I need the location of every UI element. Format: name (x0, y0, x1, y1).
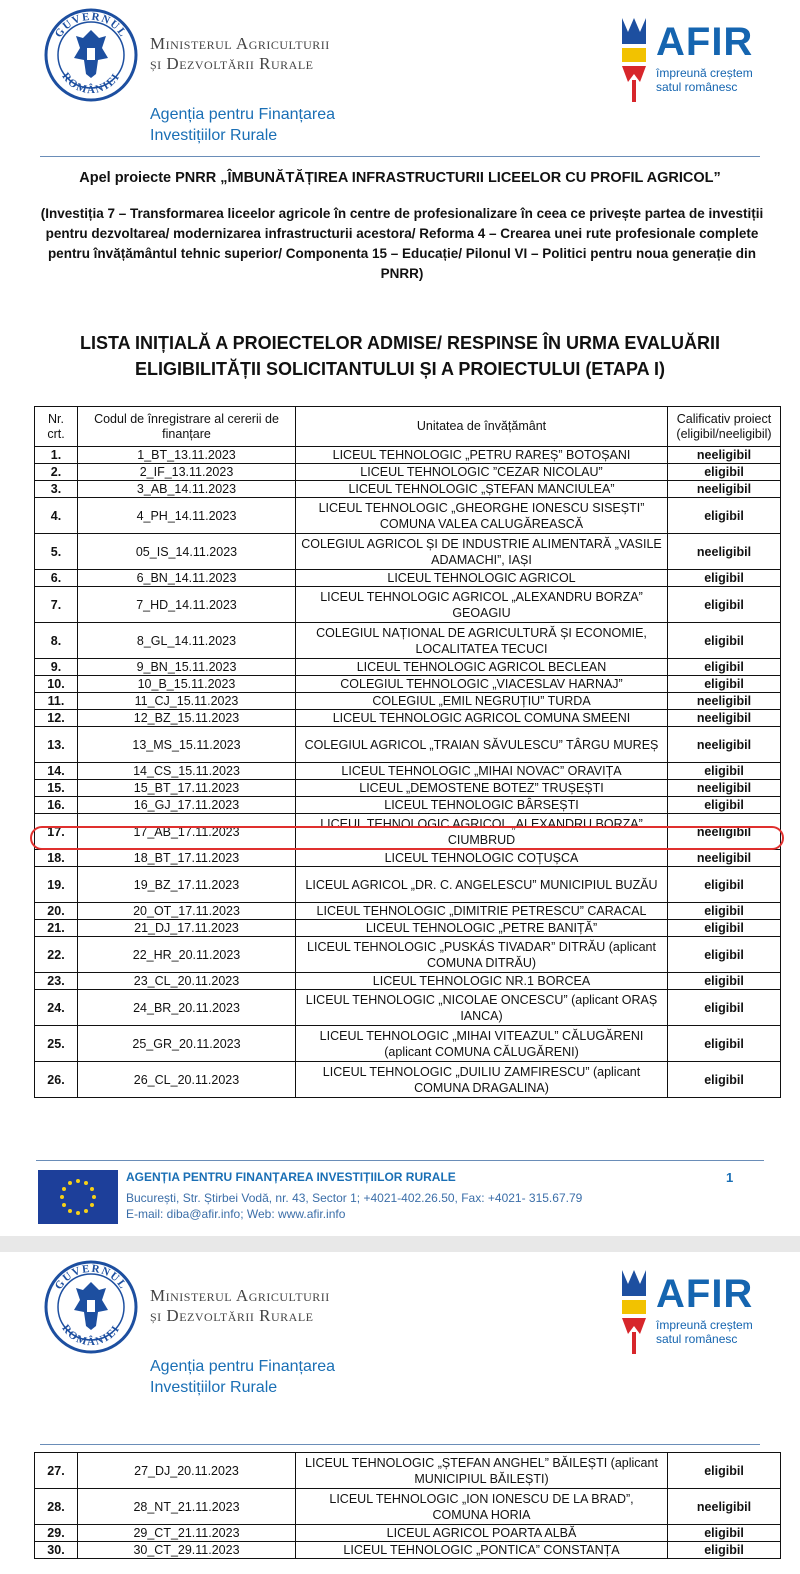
cell-code: 18_BT_17.11.2023 (78, 850, 296, 867)
cell-nr: 15. (35, 780, 78, 797)
cell-code: 28_NT_21.11.2023 (78, 1489, 296, 1525)
cell-result: neeligibil (668, 481, 781, 498)
cell-result: eligibil (668, 920, 781, 937)
cell-result: eligibil (668, 763, 781, 780)
cell-code: 26_CL_20.11.2023 (78, 1062, 296, 1098)
cell-nr: 13. (35, 727, 78, 763)
cell-unit: LICEUL TEHNOLOGIC „ION IONESCU DE LA BRAD”, COMUNA HORIA (296, 1489, 668, 1525)
cell-unit: COLEGIUL NAȚIONAL DE AGRICULTURĂ ȘI ECONOMIE, LOCALITATEA TECUCI (296, 623, 668, 659)
call-subtitle: (Investiția 7 – Transformarea liceelor agricole în centre de profesionalizare în ceea ce privește partea de investiții pentru dezvoltarea/ modernizarea infrastructurii acestora/ Reforma 4 – Crearea unei rute profesionale complete pentru învățământul tehnic superior/ Componenta 15 – Educație/ Pilonul VI – Politici pentru noua generație din PNRR) (40, 206, 764, 281)
projects-table (34, 406, 781, 1098)
table-row (35, 1542, 781, 1559)
projects-table-continued (34, 1452, 781, 1559)
cell-code: 2_IF_13.11.2023 (78, 464, 296, 481)
crest-lettering (44, 1260, 138, 1354)
table-row (35, 570, 781, 587)
cell-code: 4_PH_14.11.2023 (78, 498, 296, 534)
table-row (35, 659, 781, 676)
cell-code: 21_DJ_17.11.2023 (78, 920, 296, 937)
cell-nr: 27. (35, 1453, 78, 1489)
cell-code: 9_BN_15.11.2023 (78, 659, 296, 676)
cell-result: neeligibil (668, 780, 781, 797)
cell-code: 14_CS_15.11.2023 (78, 763, 296, 780)
svg-text:GUVERNUL: GUVERNUL (52, 1262, 130, 1292)
highlight-row-16-ellipse (30, 826, 784, 850)
crest-lettering (44, 8, 138, 102)
cell-unit: LICEUL TEHNOLOGIC „DUILIU ZAMFIRESCU” (aplicant COMUNA DRAGALINA) (296, 1062, 668, 1098)
afir-slogan: împreună creștem satul românesc (656, 66, 753, 94)
cell-nr: 29. (35, 1525, 78, 1542)
ministry-name: Ministerul Agriculturii și Dezvoltării Rurale (150, 1286, 330, 1325)
cell-nr: 12. (35, 710, 78, 727)
cell-result: neeligibil (668, 814, 781, 850)
cell-code: 20_OT_17.11.2023 (78, 903, 296, 920)
cell-code: 13_MS_15.11.2023 (78, 727, 296, 763)
cell-nr: 26. (35, 1062, 78, 1098)
afir-wordmark: AFIR (656, 1272, 754, 1316)
cell-code: 24_BR_20.11.2023 (78, 990, 296, 1026)
cell-result: eligibil (668, 1525, 781, 1542)
table-row (35, 797, 781, 814)
table-row (35, 903, 781, 920)
cell-unit: LICEUL TEHNOLOGIC AGRICOL „ALEXANDRU BORZA” GEOAGIU (296, 587, 668, 623)
cell-unit: LICEUL TEHNOLOGIC „PONTICA” CONSTANȚA (296, 1542, 668, 1559)
letterhead (0, 0, 800, 150)
cell-unit: LICEUL TEHNOLOGIC „MIHAI VITEAZUL” CĂLUGĂRENI (aplicant COMUNA CĂLUGĂRENI) (296, 1026, 668, 1062)
cell-unit: LICEUL TEHNOLOGIC „MIHAI NOVAC” ORAVIȚA (296, 763, 668, 780)
table-row (35, 481, 781, 498)
cell-result: eligibil (668, 659, 781, 676)
header-nr: Nr. crt. (35, 407, 78, 447)
cell-nr: 30. (35, 1542, 78, 1559)
cell-code: 16_GJ_17.11.2023 (78, 797, 296, 814)
cell-nr: 16. (35, 797, 78, 814)
afir-emblem-icon (618, 14, 654, 104)
cell-result: neeligibil (668, 710, 781, 727)
list-title: LISTA INIȚIALĂ A PROIECTELOR ADMISE/ RESPINSE ÎN URMA EVALUĂRII ELIGIBILITĂȚII SOLICITANTULUI ȘI A PROIECTULUI (ETAPA I) (79, 333, 721, 379)
cell-unit: LICEUL TEHNOLOGIC BÂRSEȘTI (296, 797, 668, 814)
footer-agency: AGENȚIA PENTRU FINANȚAREA INVESTIȚIILOR RURALE (126, 1170, 456, 1184)
cell-code: 29_CT_21.11.2023 (78, 1525, 296, 1542)
cell-nr: 11. (35, 693, 78, 710)
cell-result: eligibil (668, 1542, 781, 1559)
cell-result: neeligibil (668, 850, 781, 867)
cell-result: neeligibil (668, 727, 781, 763)
table-row (35, 1453, 781, 1489)
table-row (35, 623, 781, 659)
afir-slogan: împreună creștem satul românesc (656, 1318, 753, 1346)
cell-unit: LICEUL TEHNOLOGIC „GHEORGHE IONESCU SISEȘTI” COMUNA VALEA CALUGĂREASCĂ (296, 498, 668, 534)
cell-code: 12_BZ_15.11.2023 (78, 710, 296, 727)
cell-unit: COLEGIUL TEHNOLOGIC „VIACESLAV HARNAJ” (296, 676, 668, 693)
svg-text:ROMÂNIEI: ROMÂNIEI (59, 70, 123, 97)
eu-flag-icon (38, 1170, 118, 1224)
cell-unit: LICEUL TEHNOLOGIC COȚUȘCA (296, 850, 668, 867)
table-row (35, 710, 781, 727)
cell-nr: 18. (35, 850, 78, 867)
cell-result: eligibil (668, 937, 781, 973)
cell-code: 15_BT_17.11.2023 (78, 780, 296, 797)
cell-nr: 1. (35, 447, 78, 464)
cell-nr: 3. (35, 481, 78, 498)
cell-code: 8_GL_14.11.2023 (78, 623, 296, 659)
cell-result: eligibil (668, 990, 781, 1026)
cell-unit: LICEUL TEHNOLOGIC „PUSKÁS TIVADAR” DITRĂU (aplicant COMUNA DITRĂU) (296, 937, 668, 973)
cell-unit: LICEUL TEHNOLOGIC ”CEZAR NICOLAU” (296, 464, 668, 481)
table-row (35, 1525, 781, 1542)
cell-unit: COLEGIUL AGRICOL ȘI DE INDUSTRIE ALIMENTARĂ „VASILE ADAMACHI”, IAȘI (296, 534, 668, 570)
cell-nr: 23. (35, 973, 78, 990)
table-row (35, 973, 781, 990)
cell-unit: LICEUL AGRICOL „DR. C. ANGELESCU” MUNICIPIUL BUZĂU (296, 867, 668, 903)
cell-nr: 7. (35, 587, 78, 623)
cell-code: 1_BT_13.11.2023 (78, 447, 296, 464)
agency-name: Agenția pentru Finanțarea Investițiilor Rurale (150, 106, 336, 144)
cell-unit: LICEUL TEHNOLOGIC „PETRE BANIȚĂ” (296, 920, 668, 937)
table-row (35, 867, 781, 903)
call-title: Apel proiecte PNRR „ÎMBUNĂTĂȚIREA INFRASTRUCTURII LICEELOR CU PROFIL AGRICOL” (79, 170, 721, 186)
table-row (35, 534, 781, 570)
table-row (35, 464, 781, 481)
cell-result: neeligibil (668, 693, 781, 710)
table-row (35, 587, 781, 623)
cell-code: 05_IS_14.11.2023 (78, 534, 296, 570)
table-row (35, 1489, 781, 1525)
document-page-2 (0, 1252, 800, 1574)
cell-unit: LICEUL TEHNOLOGIC AGRICOL „ALEXANDRU BORZA” CIUMBRUD (296, 814, 668, 850)
ministry-name: Ministerul Agriculturii și Dezvoltării Rurale (150, 34, 330, 73)
cell-nr: 24. (35, 990, 78, 1026)
table-row (35, 937, 781, 973)
cell-unit: LICEUL TEHNOLOGIC AGRICOL COMUNA SMEENI (296, 710, 668, 727)
cell-code: 23_CL_20.11.2023 (78, 973, 296, 990)
cell-code: 7_HD_14.11.2023 (78, 587, 296, 623)
table-row (35, 1026, 781, 1062)
cell-code: 17_AB_17.11.2023 (78, 814, 296, 850)
cell-nr: 4. (35, 498, 78, 534)
header-code: Codul de înregistrare al cererii de finanțare (78, 407, 296, 447)
cell-result: eligibil (668, 464, 781, 481)
cell-code: 30_CT_29.11.2023 (78, 1542, 296, 1559)
svg-text:ROMÂNIEI: ROMÂNIEI (59, 1322, 123, 1349)
cell-result: neeligibil (668, 534, 781, 570)
cell-nr: 25. (35, 1026, 78, 1062)
cell-nr: 22. (35, 937, 78, 973)
table-row (35, 990, 781, 1026)
table-row (35, 727, 781, 763)
cell-result: eligibil (668, 623, 781, 659)
cell-result: eligibil (668, 498, 781, 534)
cell-unit: COLEGIUL AGRICOL „TRAIAN SĂVULESCU” TÂRGU MUREȘ (296, 727, 668, 763)
afir-emblem-icon (618, 1266, 654, 1356)
cell-unit: COLEGIUL „EMIL NEGRUȚIU” TURDA (296, 693, 668, 710)
cell-result: neeligibil (668, 1489, 781, 1525)
cell-unit: LICEUL „DEMOSTENE BOTEZ” TRUȘEȘTI (296, 780, 668, 797)
cell-nr: 20. (35, 903, 78, 920)
page-footer (0, 1160, 800, 1230)
table-row (35, 676, 781, 693)
cell-nr: 28. (35, 1489, 78, 1525)
afir-wordmark: AFIR (656, 20, 754, 64)
cell-unit: LICEUL TEHNOLOGIC „ȘTEFAN ANGHEL” BĂILEȘTI (aplicant MUNICIPIUL BĂILEȘTI) (296, 1453, 668, 1489)
cell-unit: LICEUL AGRICOL POARTA ALBĂ (296, 1525, 668, 1542)
cell-code: 22_HR_20.11.2023 (78, 937, 296, 973)
cell-code: 6_BN_14.11.2023 (78, 570, 296, 587)
cell-result: eligibil (668, 797, 781, 814)
cell-result: eligibil (668, 973, 781, 990)
cell-nr: 17. (35, 814, 78, 850)
cell-result: eligibil (668, 1453, 781, 1489)
cell-unit: LICEUL TEHNOLOGIC „NICOLAE ONCESCU” (aplicant ORAȘ IANCA) (296, 990, 668, 1026)
cell-code: 10_B_15.11.2023 (78, 676, 296, 693)
cell-nr: 2. (35, 464, 78, 481)
cell-nr: 14. (35, 763, 78, 780)
table-row (35, 850, 781, 867)
cell-result: eligibil (668, 1026, 781, 1062)
cell-unit: LICEUL TEHNOLOGIC NR.1 BORCEA (296, 973, 668, 990)
header-unit: Unitatea de învățământ (296, 407, 668, 447)
table-row (35, 498, 781, 534)
cell-unit: LICEUL TEHNOLOGIC „DIMITRIE PETRESCU” CARACAL (296, 903, 668, 920)
table-row (35, 447, 781, 464)
cell-code: 25_GR_20.11.2023 (78, 1026, 296, 1062)
cell-unit: LICEUL TEHNOLOGIC AGRICOL BECLEAN (296, 659, 668, 676)
cell-code: 3_AB_14.11.2023 (78, 481, 296, 498)
header-result: Calificativ proiect (eligibil/neeligibil) (668, 407, 781, 447)
footer-address: București, Str. Știrbei Vodă, nr. 43, Sector 1; +4021-402.26.50, Fax: +4021- 315.67.79 E-mail: diba@afir.info; Web: www.afir.info (126, 1191, 583, 1221)
cell-nr: 8. (35, 623, 78, 659)
header-divider (40, 1444, 760, 1445)
svg-text:GUVERNUL: GUVERNUL (52, 10, 130, 40)
table-row (35, 693, 781, 710)
cell-nr: 5. (35, 534, 78, 570)
table-row (35, 920, 781, 937)
cell-nr: 21. (35, 920, 78, 937)
table-row (35, 763, 781, 780)
table-header-row (35, 407, 781, 447)
cell-nr: 19. (35, 867, 78, 903)
cell-result: eligibil (668, 570, 781, 587)
cell-result: eligibil (668, 676, 781, 693)
page-number: 1 (726, 1170, 734, 1185)
table-row (35, 780, 781, 797)
cell-result: eligibil (668, 867, 781, 903)
agency-name: Agenția pentru Finanțarea Investițiilor Rurale (150, 1358, 336, 1396)
cell-nr: 10. (35, 676, 78, 693)
page-gap (0, 1236, 800, 1252)
header-divider (40, 156, 760, 157)
cell-code: 27_DJ_20.11.2023 (78, 1453, 296, 1489)
cell-result: neeligibil (668, 447, 781, 464)
cell-result: eligibil (668, 587, 781, 623)
cell-unit: LICEUL TEHNOLOGIC „PETRU RAREȘ” BOTOȘANI (296, 447, 668, 464)
cell-unit: LICEUL TEHNOLOGIC AGRICOL (296, 570, 668, 587)
letterhead (0, 1252, 800, 1402)
cell-nr: 9. (35, 659, 78, 676)
cell-result: eligibil (668, 903, 781, 920)
table-row (35, 1062, 781, 1098)
cell-unit: LICEUL TEHNOLOGIC „ȘTEFAN MANCIULEA” (296, 481, 668, 498)
cell-result: eligibil (668, 1062, 781, 1098)
cell-code: 11_CJ_15.11.2023 (78, 693, 296, 710)
cell-nr: 6. (35, 570, 78, 587)
footer-divider (36, 1160, 764, 1161)
cell-code: 19_BZ_17.11.2023 (78, 867, 296, 903)
